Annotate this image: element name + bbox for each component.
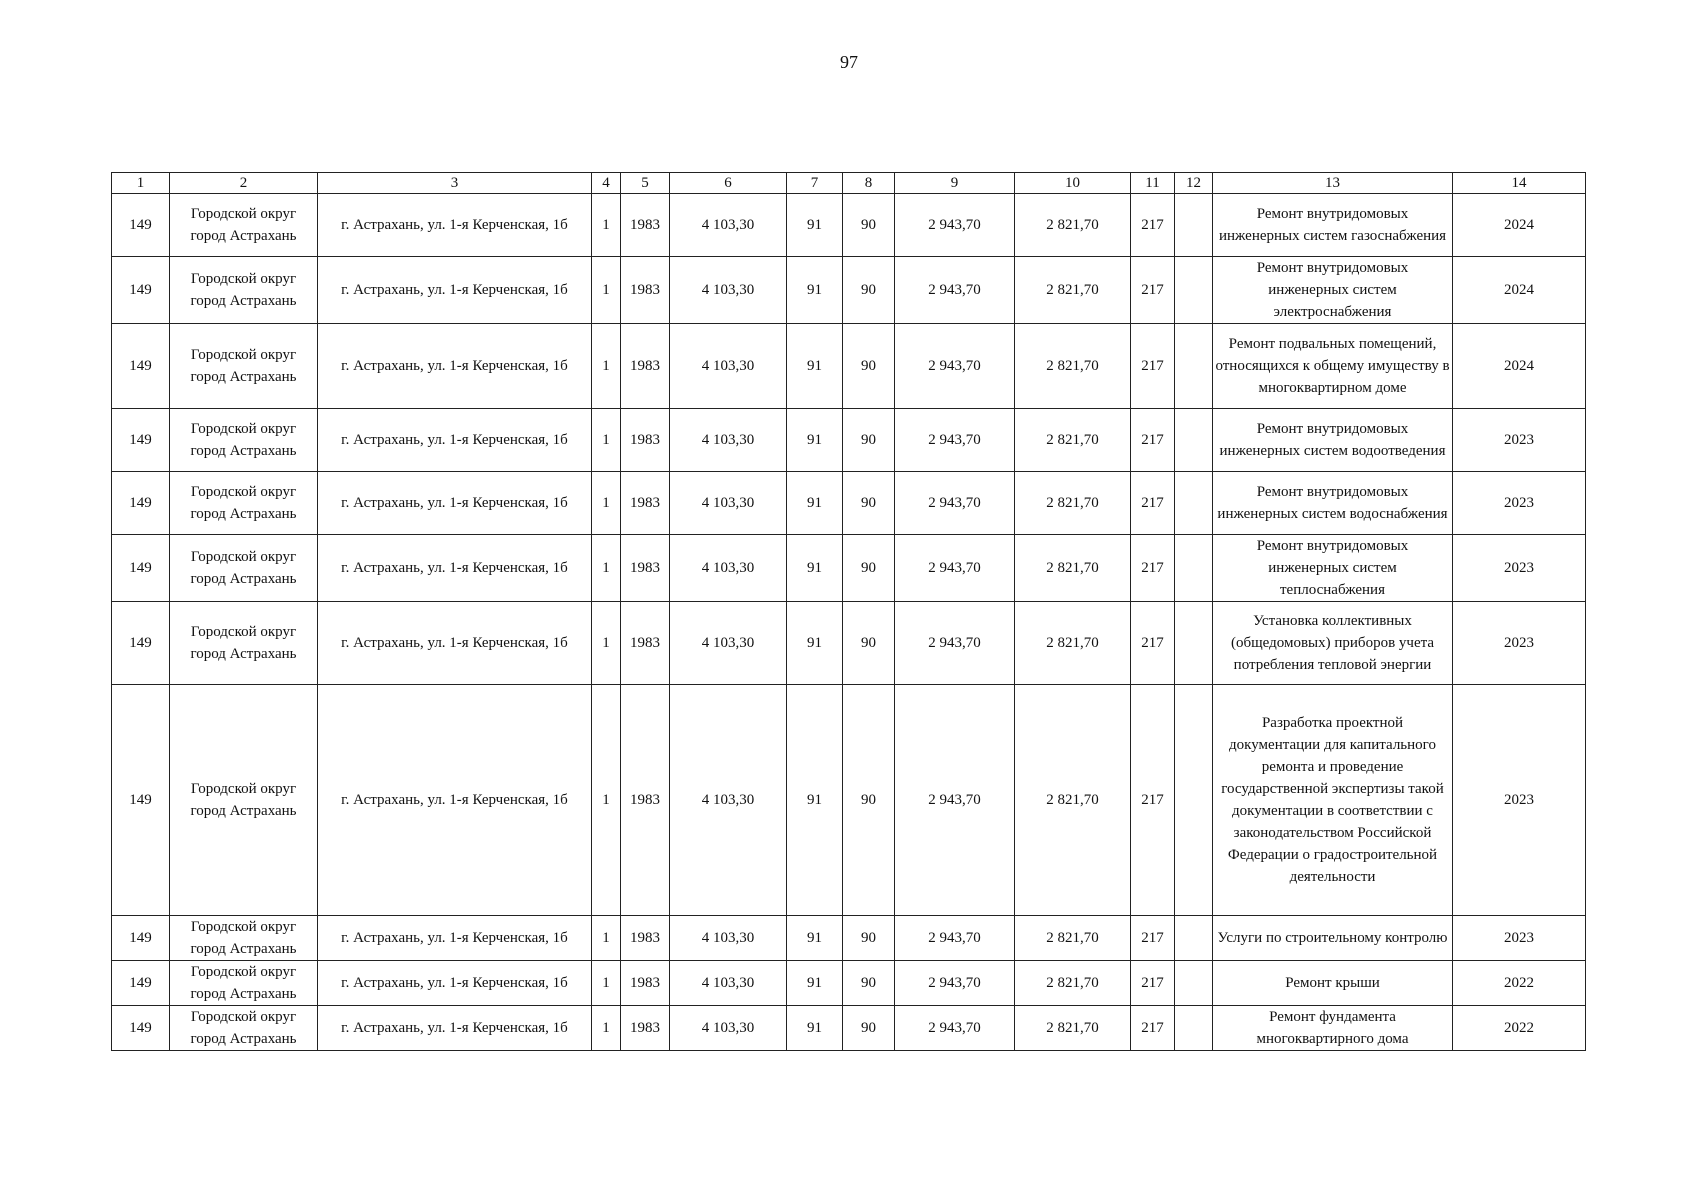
cell-col-8: 90 (843, 409, 895, 472)
cell-col-12 (1175, 1006, 1213, 1051)
cell-col-10: 2 821,70 (1015, 472, 1131, 535)
cell-municipality: Городской округ город Астрахань (170, 1006, 318, 1051)
cell-col-8: 90 (843, 685, 895, 916)
cell-work-type: Ремонт внутридомовых инженерных систем газоснабжения (1213, 194, 1453, 257)
cell-year: 1983 (621, 685, 670, 916)
cell-row-number: 149 (112, 1006, 170, 1051)
cell-row-number: 149 (112, 685, 170, 916)
cell-col-9: 2 943,70 (895, 472, 1015, 535)
cell-col-11: 217 (1131, 257, 1175, 324)
column-header: 14 (1453, 173, 1586, 194)
cell-work-type: Ремонт внутридомовых инженерных систем водоснабжения (1213, 472, 1453, 535)
cell-col-10: 2 821,70 (1015, 685, 1131, 916)
cell-work-type: Разработка проектной документации для капитального ремонта и проведение государственной экспертизы такой документации в соответствии с законодательством Российской Федерации о градостроительной деятельности (1213, 685, 1453, 916)
cell-col-11: 217 (1131, 961, 1175, 1006)
cell-col-7: 91 (787, 324, 843, 409)
cell-col-8: 90 (843, 602, 895, 685)
cell-address: г. Астрахань, ул. 1-я Керченская, 1б (318, 1006, 592, 1051)
column-header: 6 (670, 173, 787, 194)
table-row (112, 194, 1586, 257)
cell-planned-year: 2023 (1453, 409, 1586, 472)
cell-total-area: 4 103,30 (670, 961, 787, 1006)
cell-col-8: 90 (843, 961, 895, 1006)
cell-col-11: 217 (1131, 409, 1175, 472)
cell-col-4: 1 (592, 194, 621, 257)
cell-col-7: 91 (787, 1006, 843, 1051)
column-header: 13 (1213, 173, 1453, 194)
cell-row-number: 149 (112, 602, 170, 685)
cell-row-number: 149 (112, 961, 170, 1006)
cell-municipality: Городской округ город Астрахань (170, 472, 318, 535)
cell-col-4: 1 (592, 602, 621, 685)
cell-col-10: 2 821,70 (1015, 409, 1131, 472)
cell-planned-year: 2023 (1453, 602, 1586, 685)
cell-municipality: Городской округ город Астрахань (170, 257, 318, 324)
cell-total-area: 4 103,30 (670, 535, 787, 602)
table-row (112, 602, 1586, 685)
cell-total-area: 4 103,30 (670, 324, 787, 409)
table-row (112, 916, 1586, 961)
cell-col-7: 91 (787, 409, 843, 472)
cell-address: г. Астрахань, ул. 1-я Керченская, 1б (318, 257, 592, 324)
cell-work-type: Ремонт внутридомовых инженерных систем электроснабжения (1213, 257, 1453, 324)
cell-planned-year: 2022 (1453, 1006, 1586, 1051)
cell-planned-year: 2022 (1453, 961, 1586, 1006)
cell-row-number: 149 (112, 324, 170, 409)
table-row (112, 324, 1586, 409)
cell-col-10: 2 821,70 (1015, 916, 1131, 961)
cell-col-10: 2 821,70 (1015, 324, 1131, 409)
page-number: 97 (840, 52, 858, 72)
cell-col-10: 2 821,70 (1015, 1006, 1131, 1051)
cell-col-11: 217 (1131, 916, 1175, 961)
cell-col-11: 217 (1131, 685, 1175, 916)
cell-col-9: 2 943,70 (895, 961, 1015, 1006)
cell-col-10: 2 821,70 (1015, 257, 1131, 324)
cell-col-9: 2 943,70 (895, 1006, 1015, 1051)
cell-planned-year: 2023 (1453, 472, 1586, 535)
cell-planned-year: 2023 (1453, 535, 1586, 602)
column-number-header-row (112, 173, 1586, 194)
cell-address: г. Астрахань, ул. 1-я Керченская, 1б (318, 324, 592, 409)
cell-col-11: 217 (1131, 472, 1175, 535)
cell-municipality: Городской округ город Астрахань (170, 602, 318, 685)
cell-municipality: Городской округ город Астрахань (170, 916, 318, 961)
cell-year: 1983 (621, 409, 670, 472)
cell-year: 1983 (621, 535, 670, 602)
cell-col-9: 2 943,70 (895, 257, 1015, 324)
cell-year: 1983 (621, 257, 670, 324)
cell-year: 1983 (621, 472, 670, 535)
cell-col-7: 91 (787, 602, 843, 685)
column-header: 4 (592, 173, 621, 194)
column-header: 10 (1015, 173, 1131, 194)
cell-col-9: 2 943,70 (895, 685, 1015, 916)
table-row (112, 409, 1586, 472)
cell-col-7: 91 (787, 961, 843, 1006)
cell-col-8: 90 (843, 472, 895, 535)
works-register-table (111, 172, 1586, 1051)
cell-row-number: 149 (112, 194, 170, 257)
cell-year: 1983 (621, 916, 670, 961)
cell-col-12 (1175, 916, 1213, 961)
column-header: 2 (170, 173, 318, 194)
cell-total-area: 4 103,30 (670, 916, 787, 961)
cell-col-8: 90 (843, 916, 895, 961)
cell-col-12 (1175, 535, 1213, 602)
cell-col-4: 1 (592, 324, 621, 409)
cell-row-number: 149 (112, 409, 170, 472)
cell-col-10: 2 821,70 (1015, 194, 1131, 257)
cell-municipality: Городской округ город Астрахань (170, 535, 318, 602)
cell-col-11: 217 (1131, 1006, 1175, 1051)
cell-col-9: 2 943,70 (895, 535, 1015, 602)
cell-col-7: 91 (787, 685, 843, 916)
cell-year: 1983 (621, 602, 670, 685)
cell-total-area: 4 103,30 (670, 409, 787, 472)
cell-col-8: 90 (843, 1006, 895, 1051)
cell-col-10: 2 821,70 (1015, 535, 1131, 602)
cell-col-10: 2 821,70 (1015, 602, 1131, 685)
cell-row-number: 149 (112, 535, 170, 602)
cell-address: г. Астрахань, ул. 1-я Керченская, 1б (318, 961, 592, 1006)
column-header: 5 (621, 173, 670, 194)
cell-col-8: 90 (843, 194, 895, 257)
cell-col-4: 1 (592, 685, 621, 916)
table-row (112, 535, 1586, 602)
cell-total-area: 4 103,30 (670, 685, 787, 916)
column-header: 8 (843, 173, 895, 194)
cell-col-11: 217 (1131, 324, 1175, 409)
column-header: 3 (318, 173, 592, 194)
column-header: 11 (1131, 173, 1175, 194)
cell-year: 1983 (621, 1006, 670, 1051)
cell-planned-year: 2024 (1453, 257, 1586, 324)
cell-col-12 (1175, 257, 1213, 324)
cell-planned-year: 2024 (1453, 324, 1586, 409)
cell-planned-year: 2023 (1453, 685, 1586, 916)
cell-address: г. Астрахань, ул. 1-я Керченская, 1б (318, 602, 592, 685)
column-header: 12 (1175, 173, 1213, 194)
cell-col-8: 90 (843, 324, 895, 409)
cell-col-10: 2 821,70 (1015, 961, 1131, 1006)
cell-planned-year: 2023 (1453, 916, 1586, 961)
cell-col-12 (1175, 602, 1213, 685)
cell-col-7: 91 (787, 535, 843, 602)
cell-total-area: 4 103,30 (670, 472, 787, 535)
cell-col-8: 90 (843, 257, 895, 324)
cell-col-9: 2 943,70 (895, 324, 1015, 409)
cell-col-12 (1175, 409, 1213, 472)
cell-work-type: Ремонт внутридомовых инженерных систем теплоснабжения (1213, 535, 1453, 602)
cell-address: г. Астрахань, ул. 1-я Керченская, 1б (318, 194, 592, 257)
column-header: 7 (787, 173, 843, 194)
cell-work-type: Ремонт внутридомовых инженерных систем водоотведения (1213, 409, 1453, 472)
cell-row-number: 149 (112, 257, 170, 324)
cell-col-9: 2 943,70 (895, 194, 1015, 257)
cell-year: 1983 (621, 961, 670, 1006)
table-row (112, 685, 1586, 916)
cell-col-12 (1175, 324, 1213, 409)
cell-col-7: 91 (787, 916, 843, 961)
cell-col-12 (1175, 194, 1213, 257)
cell-row-number: 149 (112, 916, 170, 961)
cell-address: г. Астрахань, ул. 1-я Керченская, 1б (318, 685, 592, 916)
cell-col-4: 1 (592, 916, 621, 961)
cell-work-type: Установка коллективных (общедомовых) приборов учета потребления тепловой энергии (1213, 602, 1453, 685)
cell-col-7: 91 (787, 257, 843, 324)
cell-municipality: Городской округ город Астрахань (170, 324, 318, 409)
cell-col-4: 1 (592, 409, 621, 472)
cell-col-4: 1 (592, 1006, 621, 1051)
cell-planned-year: 2024 (1453, 194, 1586, 257)
cell-row-number: 149 (112, 472, 170, 535)
column-header: 9 (895, 173, 1015, 194)
cell-total-area: 4 103,30 (670, 1006, 787, 1051)
cell-work-type: Услуги по строительному контролю (1213, 916, 1453, 961)
cell-year: 1983 (621, 324, 670, 409)
cell-municipality: Городской округ город Астрахань (170, 194, 318, 257)
cell-col-11: 217 (1131, 194, 1175, 257)
cell-col-9: 2 943,70 (895, 602, 1015, 685)
table-row (112, 961, 1586, 1006)
column-header: 1 (112, 173, 170, 194)
cell-municipality: Городской округ город Астрахань (170, 409, 318, 472)
cell-work-type: Ремонт подвальных помещений, относящихся к общему имуществу в многоквартирном доме (1213, 324, 1453, 409)
cell-work-type: Ремонт фундамента многоквартирного дома (1213, 1006, 1453, 1051)
cell-col-4: 1 (592, 257, 621, 324)
cell-col-4: 1 (592, 535, 621, 602)
cell-col-11: 217 (1131, 602, 1175, 685)
cell-address: г. Астрахань, ул. 1-я Керченская, 1б (318, 409, 592, 472)
cell-total-area: 4 103,30 (670, 602, 787, 685)
table-row (112, 472, 1586, 535)
cell-address: г. Астрахань, ул. 1-я Керченская, 1б (318, 472, 592, 535)
cell-municipality: Городской округ город Астрахань (170, 961, 318, 1006)
table-row (112, 1006, 1586, 1051)
table-row (112, 257, 1586, 324)
cell-col-9: 2 943,70 (895, 916, 1015, 961)
cell-col-12 (1175, 961, 1213, 1006)
cell-col-4: 1 (592, 961, 621, 1006)
cell-col-7: 91 (787, 194, 843, 257)
cell-municipality: Городской округ город Астрахань (170, 685, 318, 916)
cell-address: г. Астрахань, ул. 1-я Керченская, 1б (318, 535, 592, 602)
cell-col-12 (1175, 685, 1213, 916)
cell-col-12 (1175, 472, 1213, 535)
cell-col-7: 91 (787, 472, 843, 535)
cell-address: г. Астрахань, ул. 1-я Керченская, 1б (318, 916, 592, 961)
cell-year: 1983 (621, 194, 670, 257)
cell-total-area: 4 103,30 (670, 194, 787, 257)
cell-col-4: 1 (592, 472, 621, 535)
cell-work-type: Ремонт крыши (1213, 961, 1453, 1006)
cell-total-area: 4 103,30 (670, 257, 787, 324)
cell-col-8: 90 (843, 535, 895, 602)
cell-col-11: 217 (1131, 535, 1175, 602)
cell-col-9: 2 943,70 (895, 409, 1015, 472)
